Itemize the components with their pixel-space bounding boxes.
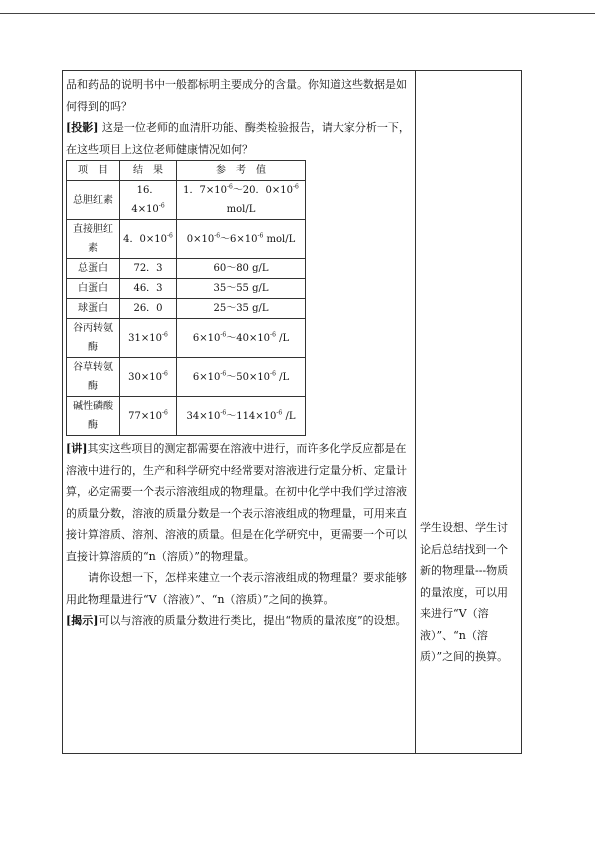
lecture-tag: [讲]	[66, 442, 88, 455]
column-divider	[415, 70, 416, 754]
lab-report-table	[66, 160, 306, 436]
row-result: $31\times 10^{-6}$	[120, 319, 177, 358]
projection-paragraph	[66, 117, 411, 160]
student-activity-column	[420, 517, 516, 668]
header-item: 项 目	[67, 161, 120, 181]
table-header-row	[67, 161, 306, 181]
header-result: 结 果	[120, 161, 177, 181]
table-row	[67, 181, 306, 220]
row-reference: 60～80 g/L	[177, 259, 306, 279]
row-reference: $0\times 10^{-6}\sim 6\times 10^{-6}$ mol/L	[177, 220, 306, 259]
projection-tag: [投影]	[66, 121, 99, 134]
row-item: 谷草转氨酶	[67, 358, 120, 397]
row-result: $30\times 10^{-6}$	[120, 358, 177, 397]
table-row	[67, 358, 306, 397]
row-item: 直接胆红素	[67, 220, 120, 259]
table-row	[67, 279, 306, 299]
reveal-text: 可以与溶液的质量分数进行类比，提出“物质的量浓度”的设想。	[98, 614, 407, 627]
reveal-tag: [揭示]	[66, 614, 99, 627]
row-result: 16．$4\times 10^{-6}$	[120, 181, 177, 220]
row-reference: 35～55 g/L	[177, 279, 306, 299]
table-row	[67, 319, 306, 358]
header-rule	[0, 13, 595, 14]
row-reference: 1．$7\times 10^{-6}\sim 20$．$0\times 10^{-6}$ mol/L	[177, 181, 306, 220]
row-item: 球蛋白	[67, 299, 120, 319]
projection-text: 这是一位老师的血清肝功能、酶类检验报告，请大家分析一下，在这些项目上这位老师健康情况如何？	[66, 121, 410, 156]
row-item: 总蛋白	[67, 259, 120, 279]
row-reference: $6\times 10^{-6}\sim 40\times 10^{-6}$ /L	[177, 319, 306, 358]
row-reference: 25～35 g/L	[177, 299, 306, 319]
lecture-text: 其实这些项目的测定都需要在溶液中进行，而许多化学反应都是在溶液中进行的，生产和科学研究中经常要对溶液进行定量分析、定量计算，必定需要一个表示溶液组成的物理量。在初中化学中我们学过溶液的质量分数，溶液的质量分数是一个表示溶液组成的物理量，可用来直接计算溶质、溶剂、溶液的质量。但是在化学研究中，更需要一个可以直接计算溶质的“n（溶质）”的物理量。	[66, 442, 407, 563]
table-row	[67, 397, 306, 436]
row-result: $77\times 10^{-6}$	[120, 397, 177, 436]
row-result: 46．3	[120, 279, 177, 299]
row-result: 4．$0\times 10^{-6}$	[120, 220, 177, 259]
table-row	[67, 220, 306, 259]
question-paragraph: 请你设想一下，怎样来建立一个表示溶液组成的物理量？要求能够用此物理量进行“V（溶液）”、“n（溶质）”之间的换算。	[66, 571, 407, 606]
row-reference: $34\times 10^{-6}\sim 114\times 10^{-6}$ /L	[177, 397, 306, 436]
row-item: 碱性磷酸酶	[67, 397, 120, 436]
row-reference: $6\times 10^{-6}\sim 50\times 10^{-6}$ /L	[177, 358, 306, 397]
header-reference: 参 考 值	[177, 161, 306, 181]
table-row	[67, 299, 306, 319]
row-item: 谷丙转氨酶	[67, 319, 120, 358]
lecture-paragraph	[66, 438, 411, 567]
row-item: 白蛋白	[67, 279, 120, 299]
teaching-content	[66, 74, 411, 632]
table-row	[67, 259, 306, 279]
row-result: 72．3	[120, 259, 177, 279]
row-item: 总胆红素	[67, 181, 120, 220]
student-activity-note: 学生设想、学生讨论后总结找到一个新的物理量---物质的量浓度，可以用来进行“V（溶液）”、“n（溶质）”之间的换算。	[420, 521, 509, 663]
intro-paragraph: 品和药品的说明书中一般都标明主要成分的含量。你知道这些数据是如何得到的吗？	[66, 78, 407, 113]
row-result: 26．0	[120, 299, 177, 319]
reveal-paragraph	[66, 610, 411, 632]
